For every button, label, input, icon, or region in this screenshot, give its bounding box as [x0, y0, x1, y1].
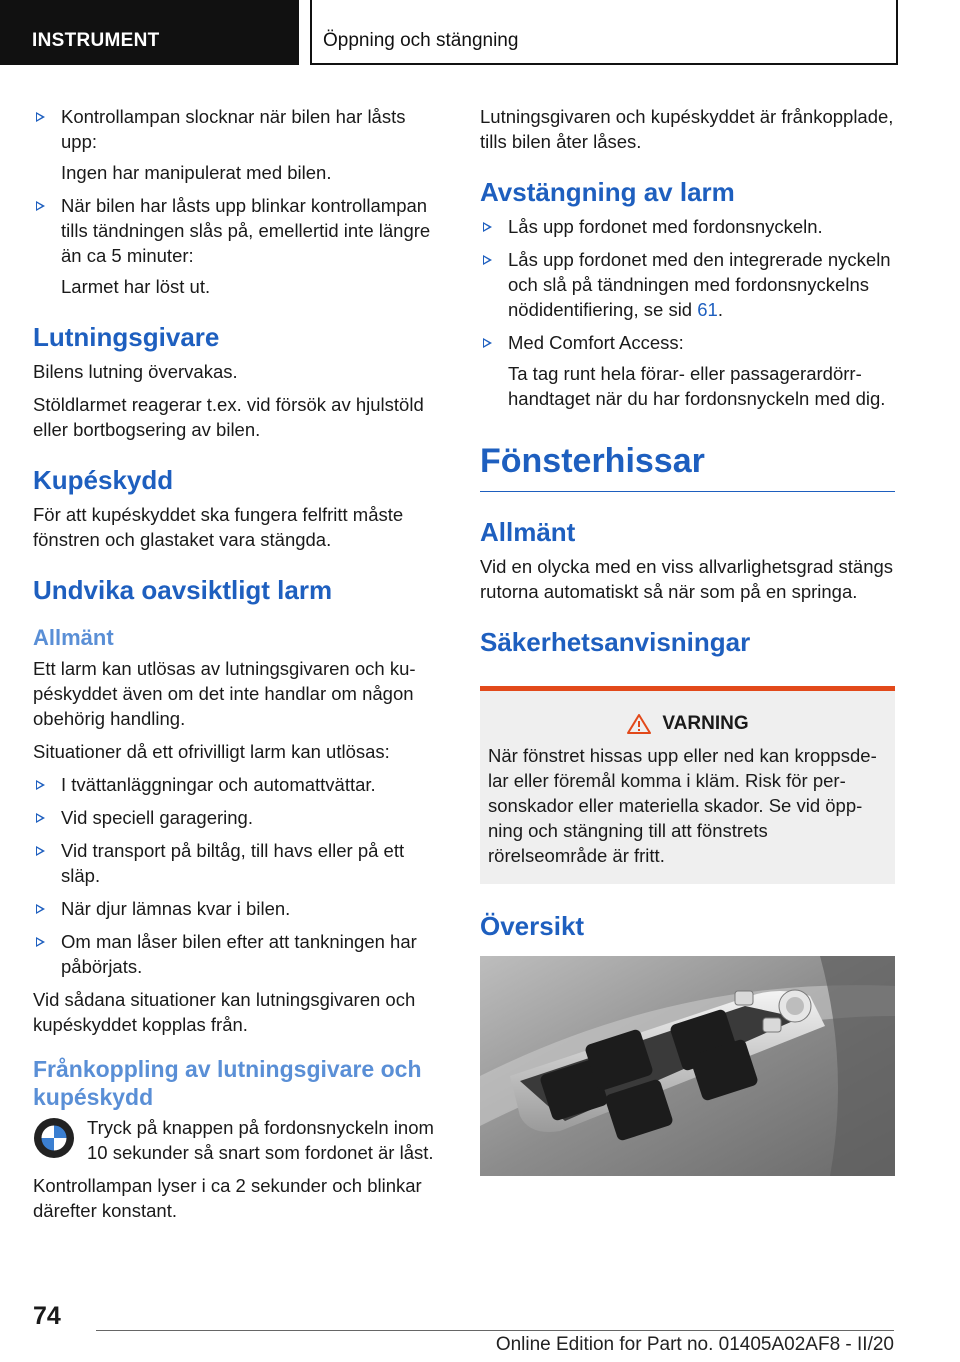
- indicator-bullet-list: [33, 104, 443, 299]
- heading-avstangning: Avstängning av larm: [480, 177, 735, 207]
- bullet-text: I tvättanläggningar och automattvättar.: [61, 774, 376, 795]
- bullet-text: [508, 247, 895, 322]
- bullet-subtext: Ta tag runt hela förar- eller passagerardörrhandtaget när du har fordonsnyckeln med dig.: [508, 363, 886, 409]
- bullet-triangle-icon: [36, 937, 45, 947]
- list-item: [33, 193, 443, 299]
- page-reference-link[interactable]: 61: [697, 299, 718, 320]
- bullet-triangle-icon: [483, 255, 492, 265]
- bullet-subtext: Larmet har löst ut.: [61, 276, 211, 297]
- list-item: [480, 247, 895, 322]
- heading-fonsterhissar: Fönsterhissar: [480, 441, 895, 492]
- bullet-text: Vid transport på biltåg, till havs eller på ett släp.: [61, 840, 405, 886]
- footer-edition: Online Edition for Part no. 01405A02AF8 - II/20: [495, 1334, 894, 1355]
- paragraph: Vid sådana situationer kan lutningsgivaren och kupéskyddet kopplas från.: [33, 989, 416, 1035]
- list-item: [33, 805, 443, 830]
- page-number: 74: [33, 1302, 61, 1330]
- bullet-subtext: Ingen har manipulerat med bilen.: [61, 162, 332, 183]
- list-item: [33, 838, 443, 888]
- bullet-triangle-icon: [36, 813, 45, 823]
- bullet-text: Kontrollampan slocknar när bilen har låsts upp:: [61, 106, 406, 152]
- list-item: [480, 214, 895, 239]
- list-item: [33, 896, 443, 921]
- bullet-triangle-icon: [36, 780, 45, 790]
- bullet-triangle-icon: [36, 112, 45, 122]
- warning-header: [488, 713, 887, 735]
- bullet-text: När djur lämnas kvar i bilen.: [61, 898, 291, 919]
- heading-oversikt: Översikt: [480, 911, 585, 941]
- bullet-text: När bilen har låsts upp blinkar kontrollampan tills tändningen slås på, emellertid inte längre än ca 5 minuter:: [61, 195, 431, 266]
- bullet-triangle-icon: [36, 846, 45, 856]
- bullet-text-part: Lås upp fordonet med den integrerade nyckeln och slå på tändningen med fordonsnyckelns nödidentifiering, se sid: [508, 249, 891, 320]
- heading-sakerhet: Säkerhetsanvisningar: [480, 627, 751, 657]
- warning-box: [480, 686, 895, 884]
- heading-kupeskydd: Kupéskydd: [33, 465, 174, 495]
- warning-text: När fönstret hissas upp eller ned kan kroppsdelar eller föremål komma i kläm. Risk för personskador eller materiella skador. Se vid öppning och stängning till att fönstrets rörelseområde är fritt.: [488, 745, 877, 866]
- bmw-roundel-icon: [33, 1117, 75, 1159]
- bullet-triangle-icon: [36, 201, 45, 211]
- heading-undvika-larm: Undvika oavsiktligt larm: [33, 575, 333, 605]
- bullet-triangle-icon: [483, 338, 492, 348]
- subheading-allmant: Allmänt: [33, 625, 114, 650]
- heading-lutningsgivare: Lutningsgivare: [33, 322, 220, 352]
- bullet-triangle-icon: [36, 904, 45, 914]
- bullet-triangle-icon: [483, 222, 492, 232]
- header-section-tab: [0, 0, 299, 65]
- paragraph: Kontrollampan lyser i ca 2 sekunder och blinkar därefter konstant.: [33, 1175, 422, 1221]
- paragraph: Situationer då ett ofrivilligt larm kan utlösas:: [33, 741, 390, 762]
- warning-triangle-icon: [626, 713, 652, 735]
- paragraph: För att kupéskyddet ska fungera felfritt måste fönstren och glastaket vara stängda.: [33, 504, 404, 550]
- list-item: [33, 104, 443, 185]
- bullet-text: Med Comfort Access:: [508, 332, 684, 353]
- heading-frankoppling: Frånkoppling av lutningsgivare och kupéskydd: [33, 1056, 422, 1110]
- key-button-instruction: [33, 1115, 443, 1167]
- left-column: [33, 104, 443, 1231]
- paragraph: Vid en olycka med en viss allvarlighetsgrad stängs rutorna automatiskt så när som på en springa.: [480, 556, 894, 602]
- bullet-text: Om man låser bilen efter att tankningen har påbörjats.: [61, 931, 417, 977]
- bullet-text-part: .: [717, 299, 723, 320]
- header-chapter-title: Öppning och stängning: [323, 30, 519, 51]
- header-section-title: INSTRUMENT: [32, 30, 160, 51]
- list-item: [480, 330, 895, 411]
- header-chapter-tab: [310, 0, 898, 65]
- paragraph: Stöldlarmet reagerar t.ex. vid försök av hjulstöld eller bortbogsering av bilen.: [33, 394, 424, 440]
- paragraph: Ett larm kan utlösas av lutningsgivaren och kupéskyddet även om det inte handlar om någon obehörig handling.: [33, 658, 416, 729]
- paragraph: Bilens lutning övervakas.: [33, 361, 238, 382]
- right-column: [480, 104, 895, 1176]
- bullet-text: Vid speciell garagering.: [61, 807, 253, 828]
- heading-allmant: Allmänt: [480, 517, 576, 547]
- footer-divider: [96, 1330, 894, 1331]
- list-item: [33, 929, 443, 979]
- warning-title: VARNING: [662, 713, 749, 734]
- list-item: [33, 772, 443, 797]
- bullet-text: Lås upp fordonet med fordonsnyckeln.: [508, 216, 823, 237]
- alarm-off-bullet-list: [480, 214, 895, 411]
- paragraph: Tryck på knappen på fordonsnyckeln inom 10 sekunder så snart som fordonet är låst.: [87, 1117, 434, 1163]
- situations-bullet-list: [33, 772, 443, 979]
- window-switch-photo: [480, 956, 895, 1176]
- paragraph: Lutningsgivaren och kupéskyddet är frånkopplade, tills bilen åter låses.: [480, 106, 894, 152]
